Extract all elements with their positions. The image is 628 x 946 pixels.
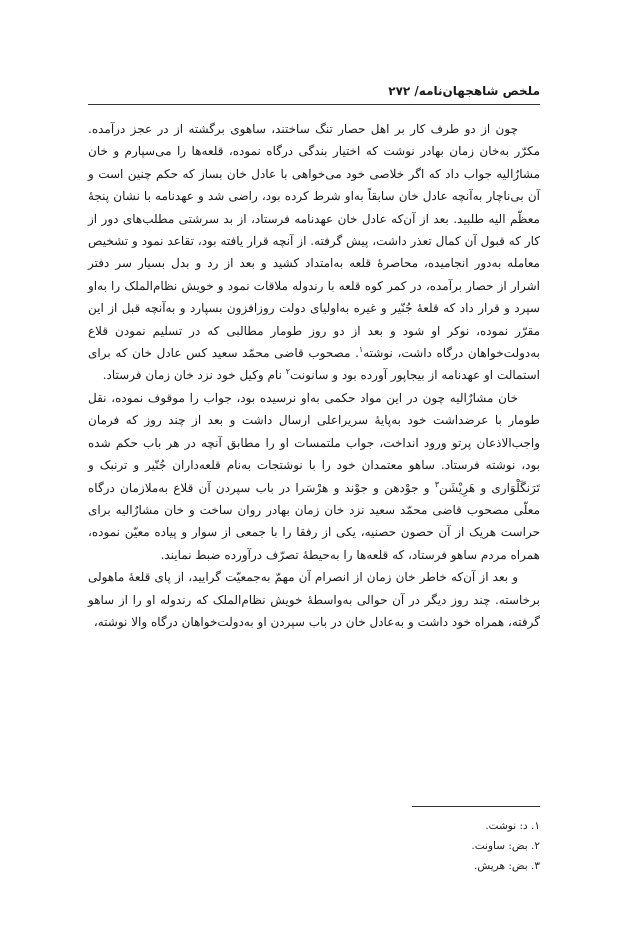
footnote-divider — [412, 806, 540, 807]
footnote-ref-1: ۱ — [358, 345, 364, 355]
running-header — [88, 80, 540, 105]
paragraph-3-text: و بعد از آن‌که خاطر خان زمان از انصرام آن مهمّ به‌جمعیّت گرایید، از پای قلعهٔ ماهولی برخاسته. چند روز دیگر در آن حوالی به‌واسطهٔ خویش نظام‌الملک که رندوله او را از ساهو گرفته، همراه خود داشت و به‌عادل خان در باب سپردن او به‌دولت‌خواهان درگاه والا نوشته، — [88, 570, 540, 629]
footnote-ref-3: ۳ — [434, 479, 440, 489]
paragraph-2 — [88, 387, 540, 566]
running-title: ملخص شاهجهان‌نامه/ ۲۷۲ — [388, 84, 540, 98]
footnote-2: ۲. بض: ساونت. — [471, 840, 540, 852]
footnote-ref-2: ۲ — [285, 367, 291, 377]
footnote-1: ۱. د: نوشت. — [485, 820, 540, 832]
paragraph-1-text-c: نام وکیل خود نزد خان زمان فرستاد. — [102, 368, 286, 383]
paragraph-1 — [88, 118, 540, 387]
paragraph-2-text-b: و جوْدهن و جوْند و هرْسَرا در باب سپردن آن قلاع به‌ملازمان درگاه معلّی مصحوب قاضی محمّد سعید نزد خان زمان بهادر روان ساخت و خان مشارٌالیه برای حراست هریک از آن حصون حصنیه، یکی از رفقا را با جمعی از سوار و پیاده معیّن نموده، همراه مردم ساهو فرستاد، که قلعه‌ها را به‌حیطهٔ تصرّف درآورده ضبط نمایند. — [88, 480, 540, 562]
footnotes — [88, 816, 540, 876]
paragraph-3 — [88, 566, 540, 633]
main-text — [88, 118, 540, 633]
footnote-3: ۳. بض: هریش. — [474, 860, 540, 872]
paragraph-2-text-a: خان مشارٌالیه چون در این مواد حکمی به‌او نرسیده بود، جواب را موقوف نموده، نقل طومار با عرضداشت خود به‌پایهٔ سریراعلی ارسال داشت و بعد از چند روز که فرمان واجب‌الاذعان پرتو ورود انداخت، جواب ملتمسات او را مطابق آنچه در هر باب حکم شده بود، نوشته فرستاد. ساهو معتمدان خود را با نوشتجات به‌نام قلعه‌داران جُنّیر و ترنبک و تَرَنگَلْوَاری و هَرِیْشَن — [88, 390, 541, 495]
paragraph-1-text-a: چون از دو طرف کار بر اهل حصار تنگ ساختند، ساهوی برگشته از در عجز درآمده. مکرّر به‌خان زمان بهادر نوشت که اختیار بندگی درگاه نموده، قلعه‌ها را می‌سپارم و خان مشارٌالیه جواب داد که اگر خلاصی خود می‌خواهی با عادل خان بساز که حکم چنین است و آن بی‌ناچار به‌آنچه عادل خان سابقاً به‌او شرط کرده بود، راضی شد و عهدنامه با نشان پنجهٔ معظّم الیه طلبید. بعد از آن‌که عادل خان عهدنامه فرستاد، از بد سرشتی مطلب‌های دور از کار که قبول آن کمال تعذر داشت، پیش گرفته. از آنچه قرار یافته بود، تقاعد نمود و تشخیص معامله به‌دور انجامیده، محاصرهٔ قلعه به‌امتداد کشید و بعد از رد و بدل بسیار سر دفتر اشرار از حصار برآمده، در کمر کوه قلعه با رندوله ملاقات نمود و خویش نظام‌الملک را به‌او سپرد و قرار داد که قلعهٔ جُنّیر و غیره به‌اولیای دولت روزافزون بسپارد و به‌آنچه قبل از این مقرّر نموده، نوکر او شود و بعد از دو روز طومار مطالبی که در تسلیم نمودن قلاع به‌دولت‌خواهان درگاه داشت، نوشته — [88, 122, 541, 361]
paragraph-1-text-b: . مصحوب قاضی محمّد سعید کس عادل خان که برای استمالت او عهدنامه از بیجاپور آورده بود و سانونت — [88, 346, 540, 383]
